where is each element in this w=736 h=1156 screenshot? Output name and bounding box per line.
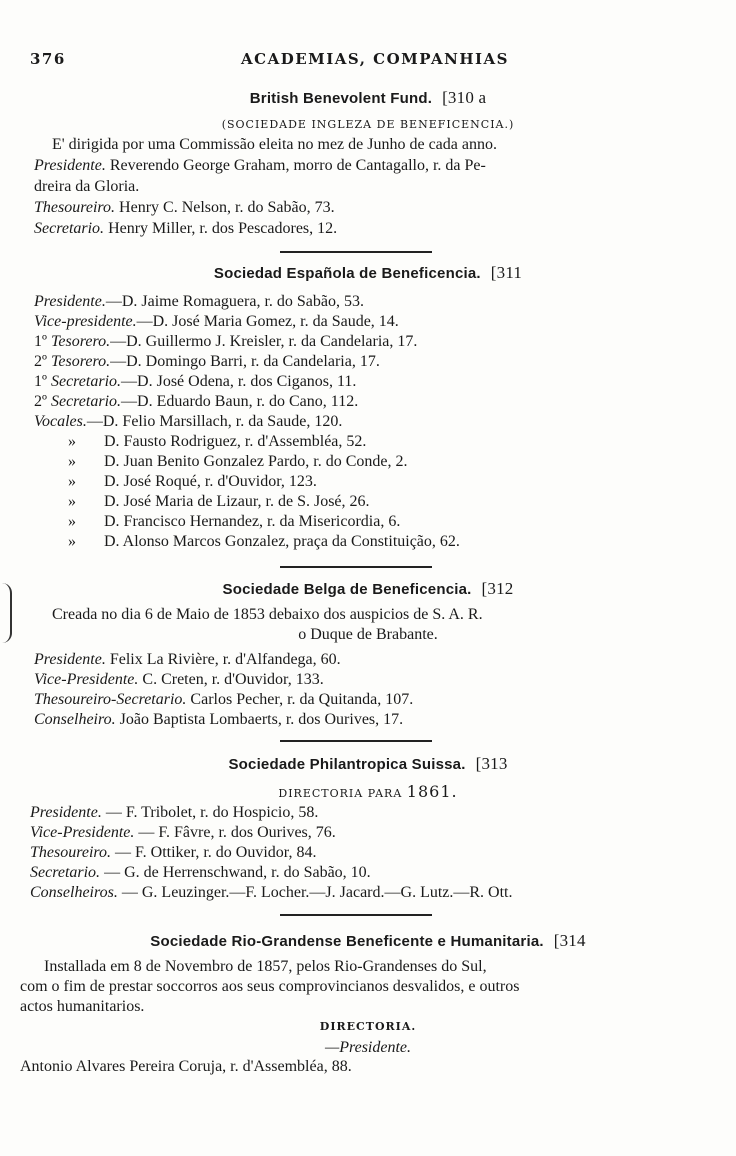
section-314-president: Antonio Alvares Pereira Coruja, r. d'Assembléa, 88. [20,1058,352,1075]
section-310-subtitle: (SOCIEDADE INGLEZA DE BENEFICENCIA.) [221,118,515,131]
section-313-title: Sociedade Philantropica Suissa. [313 [228,754,508,773]
section-312-intro: o Duque de Brabante. [298,626,438,643]
section-311-vocal: » D. Alonso Marcos Gonzalez, praça da Constituição, 62. [68,533,460,550]
section-313-subtitle: DIRECTORIA PARA 1861. [278,782,458,801]
section-312-line: Conselheiro. João Baptista Lombaerts, r. dos Ourives, 17. [34,711,404,728]
section-312-line: Thesoureiro-Secretario. Carlos Pecher, r. da Quitanda, 107. [34,691,414,708]
section-314-role: —Presidente. [324,1039,412,1056]
section-310-line: Presidente. Reverendo George Graham, morro de Cantagallo, r. da Pe- [34,157,486,174]
section-313-line: Secretario. — G. de Herrenschwand, r. do Sabão, 10. [30,864,371,881]
section-311-vocal: » D. José Maria de Lizaur, r. de S. José, 26. [68,493,370,510]
running-title: ACADEMIAS, COMPANHIAS [241,50,509,68]
section-313-line: Presidente. — F. Tribolet, r. do Hospicio, 58. [30,804,319,821]
section-311-vocal: » D. Juan Benito Gonzalez Pardo, r. do Conde, 2. [68,453,408,470]
section-314-intro: com o fim de prestar soccorros aos seus comprovincianos desvalidos, e outros [20,978,520,995]
section-311-vocal: » D. Francisco Hernandez, r. da Misericordia, 6. [68,513,401,530]
section-311-line: 1º Secretario.—D. José Odena, r. dos Ciganos, 11. [34,373,357,390]
section-312-intro: Creada no dia 6 de Maio de 1853 debaixo dos auspicios de S. A. R. [52,606,483,623]
section-divider [280,251,432,253]
section-311-line: 2º Tesorero.—D. Domingo Barri, r. da Candelaria, 17. [34,353,380,370]
page-header [30,50,720,76]
section-314-title: Sociedade Rio-Grandense Beneficente e Humanitaria. [314 [150,931,586,950]
section-314-number: [314 [553,931,586,950]
section-311-vocal: » D. José Roqué, r. d'Ouvidor, 123. [68,473,317,490]
section-311-title: Sociedad Española de Beneficencia. [311 [213,263,523,282]
page-number: 376 [30,50,66,68]
section-314-subtitle: DIRECTORIA. [319,1020,417,1033]
section-310-line: Thesoureiro. Henry C. Nelson, r. do Sabão, 73. [34,199,335,216]
section-314-intro: actos humanitarios. [20,998,145,1015]
section-313-line: Conselheiros. — G. Leuzinger.—F. Locher.—J. Jacard.—G. Lutz.—R. Ott. [30,884,513,901]
section-311-line: Vocales.—D. Felio Marsillach, r. da Saude, 120. [34,413,343,430]
section-314-intro: Installada em 8 de Novembro de 1857, pelos Rio-Grandenses do Sul, [44,958,487,975]
section-311-line: 2º Secretario.—D. Eduardo Baun, r. do Cano, 112. [34,393,359,410]
section-313-number: [313 [475,754,508,773]
section-310-title: British Benevolent Fund. [310 a [249,88,487,107]
section-312-line: Vice-Presidente. C. Creten, r. d'Ouvidor, 133. [34,671,324,688]
section-311-line: 1º Tesorero.—D. Guillermo J. Kreisler, r. da Candelaria, 17. [34,333,418,350]
section-310-intro: E' dirigida por uma Commissão eleita no mez de Junho de cada anno. [52,136,497,153]
section-311-number: [311 [490,263,523,282]
section-310-number: [310 a [442,88,487,107]
section-312-number: [312 [481,579,514,598]
section-310-line: dreira da Gloria. [34,178,140,195]
section-divider [280,740,432,742]
section-311-vocal: » D. Fausto Rodriguez, r. d'Assembléa, 52. [68,433,367,450]
section-313-line: Vice-Presidente. — F. Fâvre, r. dos Ourives, 76. [30,824,336,841]
section-311-line: Vice-presidente.—D. José Maria Gomez, r. da Saude, 14. [34,313,399,330]
section-divider [280,914,432,916]
section-310-line: Secretario. Henry Miller, r. dos Pescadores, 12. [34,220,338,237]
section-313-line: Thesoureiro. — F. Ottiker, r. do Ouvidor, 84. [30,844,317,861]
section-311-line: Presidente.—D. Jaime Romaguera, r. do Sabão, 53. [34,293,364,310]
section-312-title: Sociedade Belga de Beneficencia. [312 [222,579,514,598]
section-divider [280,566,432,568]
section-312-line: Presidente. Felix La Rivière, r. d'Alfandega, 60. [34,651,341,668]
